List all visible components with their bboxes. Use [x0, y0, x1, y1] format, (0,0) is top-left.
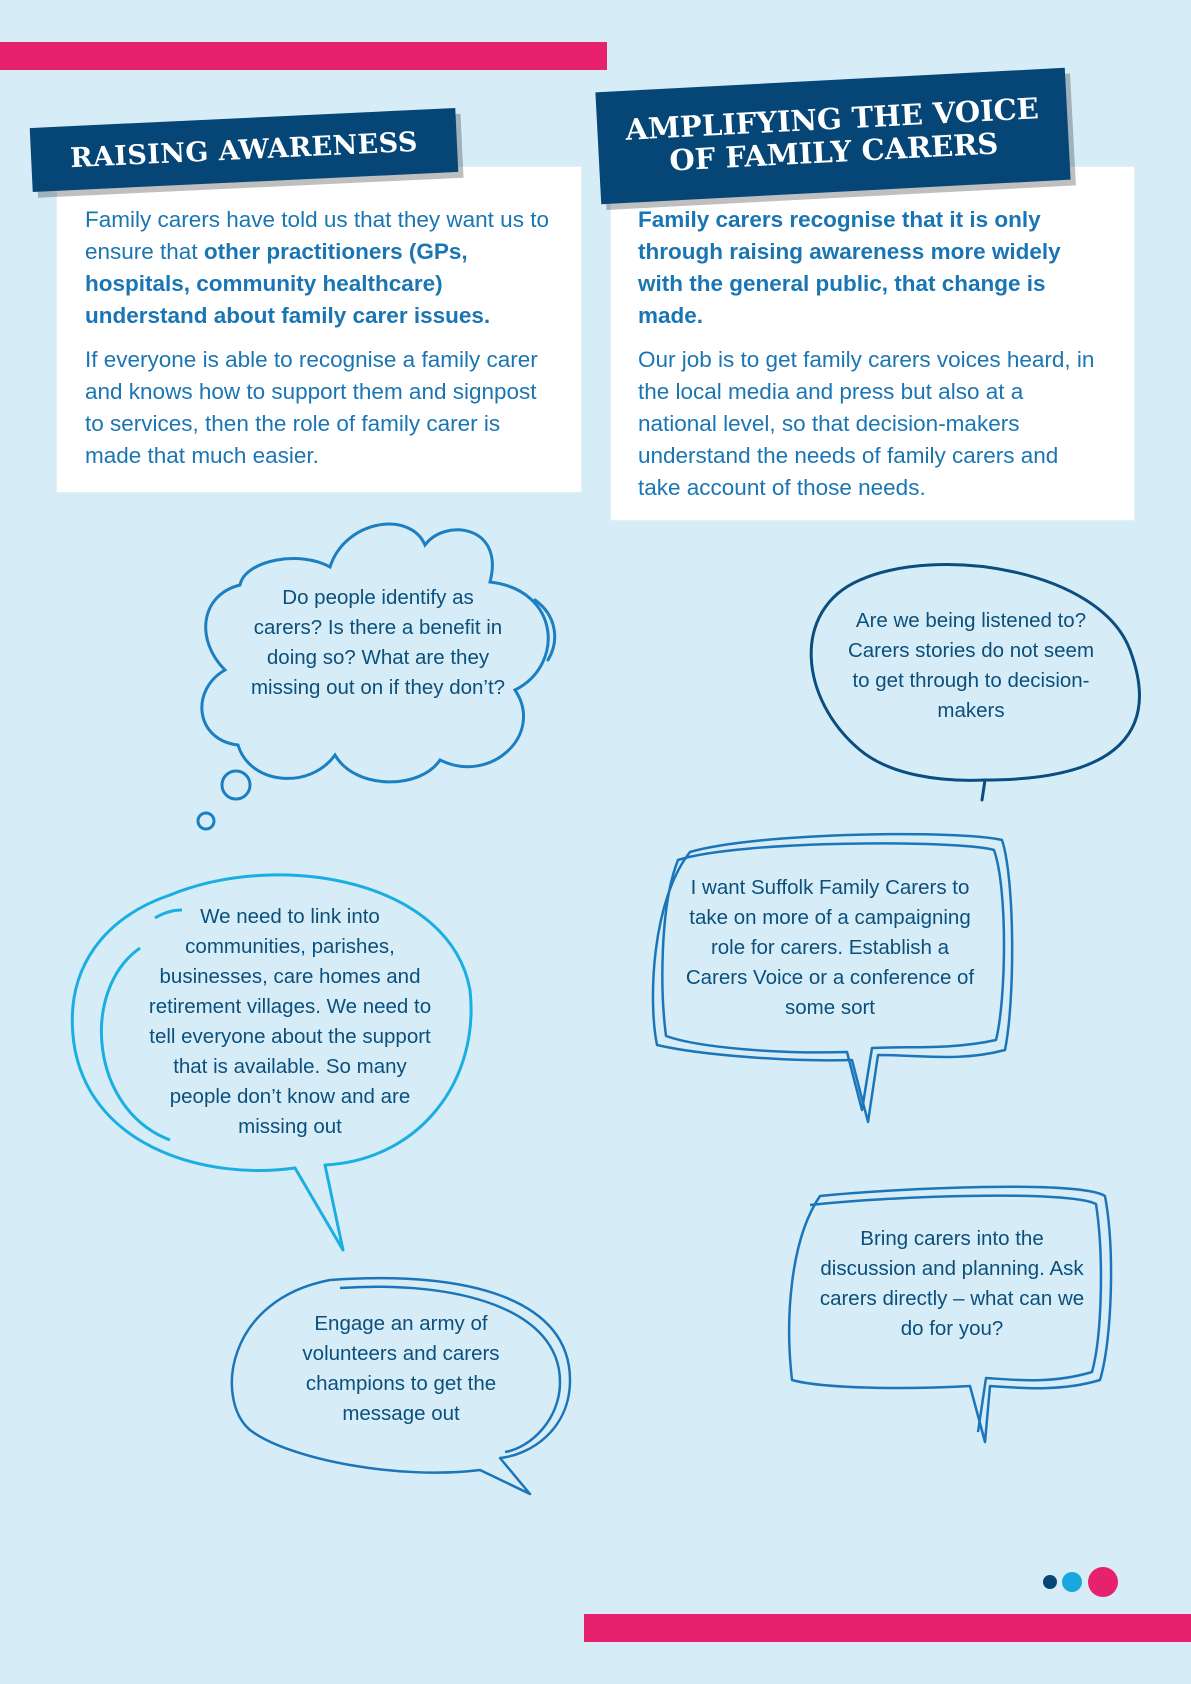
- bottom-accent-bar: [584, 1614, 1191, 1642]
- amplifying-voice-heading: AMPLIFYING THE VOICE OF FAMILY CARERS: [595, 68, 1070, 204]
- page-dots-decoration: [1040, 1566, 1120, 1596]
- raising-paragraph-2: If everyone is able to recognise a family carer and knows how to support them and signpost to services, then the role of family carer is made that much easier.: [85, 347, 538, 468]
- raising-p1-regular: Family carers have told us that they want us to ensure that: [85, 207, 549, 264]
- bubble-text-discussion: Bring carers into the discussion and planning. Ask carers directly – what can we do for you?: [819, 1227, 1085, 1340]
- cyan-dot-icon: [1062, 1572, 1082, 1592]
- navy-dot-icon: [1043, 1575, 1057, 1589]
- pink-dot-icon: [1088, 1567, 1118, 1597]
- amplifying-lead-paragraph: Family carers recognise that it is only through raising awareness more widely with the general public, that change is made.: [638, 207, 1061, 328]
- bubble-text-campaigning: I want Suffolk Family Carers to take on more of a campaigning role for carers. Establish a Carers Voice or a conference of some sort: [685, 876, 975, 1019]
- bubble-text-listened: Are we being listened to? Carers stories do not seem to get through to decision-makers: [847, 609, 1095, 722]
- raising-p1-bold: other practitioners (GPs, hospitals, community healthcare) understand about family carer issues.: [85, 239, 491, 328]
- amplifying-paragraph-2: Our job is to get family carers voices heard, in the local media and press but also at a national level, so that decision-makers understand the needs of family carers and take account of those needs.: [638, 347, 1095, 500]
- bubble-text-identify: Do people identify as carers? Is there a benefit in doing so? What are they missing out on if they don’t?: [250, 586, 506, 699]
- bubble-text-communities: We need to link into communities, parishes, businesses, care homes and retirement villages. We need to tell everyone about the support that is available. So many people don’t know and are missing out: [148, 905, 432, 1138]
- raising-awareness-heading: RAISING AWARENESS: [30, 108, 459, 192]
- bubble-text-volunteers: Engage an army of volunteers and carers champions to get the message out: [302, 1312, 500, 1425]
